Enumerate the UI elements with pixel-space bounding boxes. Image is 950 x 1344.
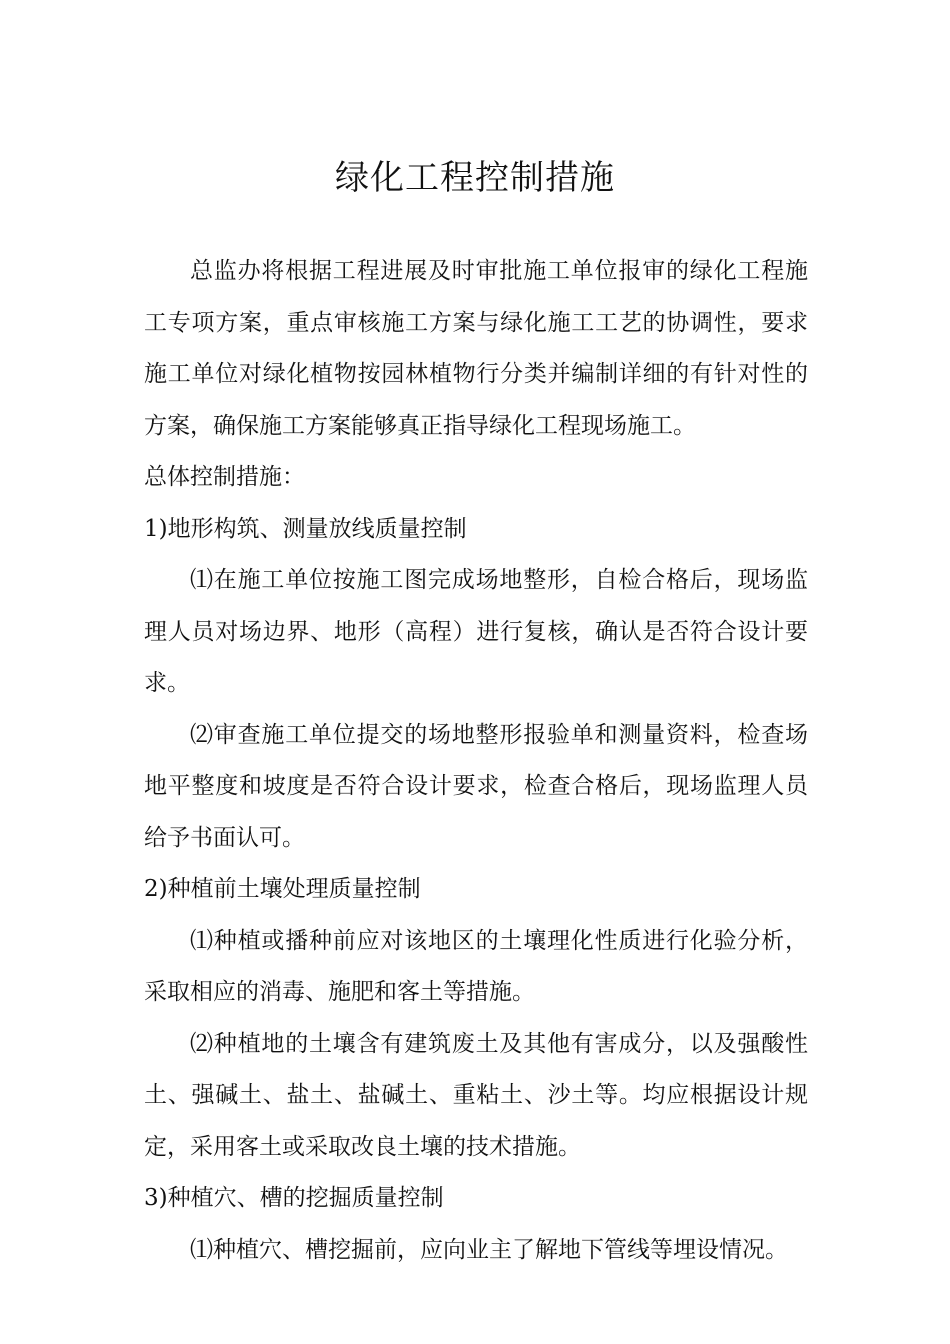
section-heading-terrain: 1)地形构筑、测量放线质量控制 (144, 515, 467, 542)
section-item: ⑴种植或播种前应对该地区的土壤理化性质进行化验分析，采取相应的消毒、施肥和客土等措施。 (144, 927, 808, 1005)
section-item: ⑵种植地的土壤含有建筑废土及其他有害成分，以及强酸性土、强碱土、盐土、盐碱土、重粘土、沙土等。均应根据设计规定，采用客土或采取改良土壤的技术措施。 (144, 1030, 808, 1160)
section-item: ⑴在施工单位按施工图完成场地整形，自检合格后，现场监理人员对场边界、地形（高程）进行复核，确认是否符合设计要求。 (144, 567, 808, 696)
intro-paragraph: 总监办将根据工程进展及时审批施工单位报审的绿化工程施工专项方案，重点审核施工方案与绿化施工工艺的协调性，要求施工单位对绿化植物按园林植物行分类并编制详细的有针对性的方案，确保施工方案能够真正指导绿化工程现场施工。 (144, 258, 808, 439)
document-body (144, 246, 808, 1276)
section-item: ⑵审查施工单位提交的场地整形报验单和测量资料，检查场地平整度和坡度是否符合设计要求，检查合格后，现场监理人员给予书面认可。 (144, 721, 808, 851)
section-heading-soil: 2)种植前土壤处理质量控制 (144, 876, 421, 902)
overall-measures-heading: 总体控制措施： (144, 464, 305, 490)
section-heading-planting-pits: 3)种植穴、槽的挖掘质量控制 (144, 1185, 444, 1211)
section-item: ⑴种植穴、槽挖掘前，应向业主了解地下管线等埋设情况。 (190, 1236, 788, 1263)
document-title: 绿化工程控制措施 (335, 158, 615, 198)
